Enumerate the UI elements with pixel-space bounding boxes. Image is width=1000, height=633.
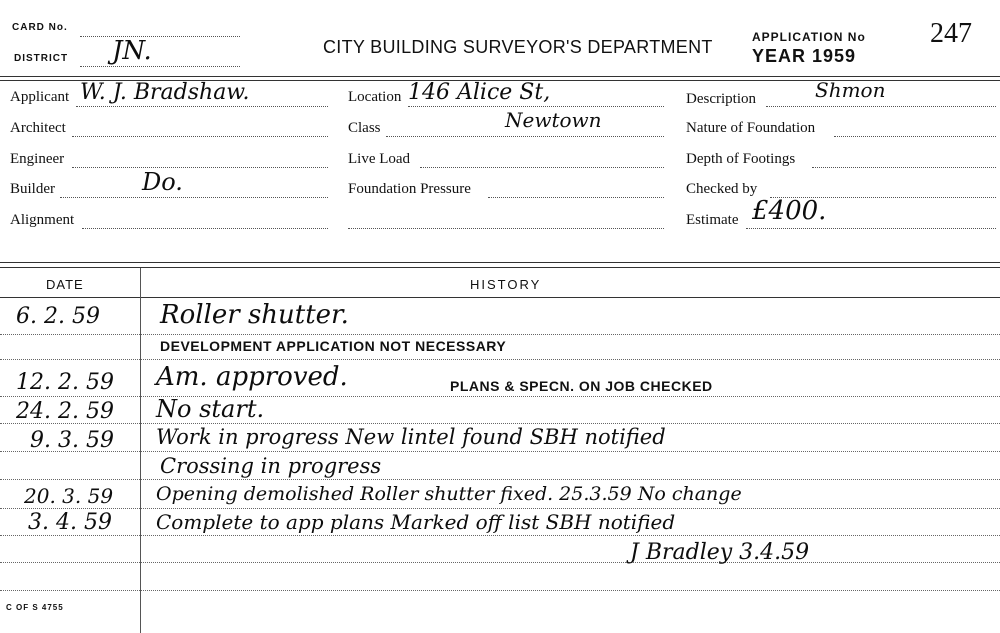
applicant-label: Applicant: [10, 89, 70, 105]
location-label: Location: [348, 89, 402, 105]
live-load-line: [420, 167, 664, 168]
ruled-line: [0, 508, 1000, 509]
class-line: [386, 136, 664, 137]
history-date: 24. 2. 59: [16, 399, 114, 424]
district-line: [80, 66, 240, 67]
foundation-pressure-label: Foundation Pressure: [348, 181, 471, 197]
depth-of-footings-line: [812, 167, 996, 168]
location-value-line2: Newtown: [505, 108, 602, 132]
ruled-line: [0, 535, 1000, 536]
nature-of-foundation-line: [834, 136, 996, 137]
live-load-label: Live Load: [348, 151, 411, 167]
card-no-line: [80, 36, 240, 37]
top-rule: [0, 76, 1000, 77]
builder-line: [60, 197, 328, 198]
date-column-header: DATE: [46, 277, 84, 292]
location-value: 146 Alice St,: [408, 80, 551, 105]
ruled-line: [0, 334, 1000, 335]
description-line: [766, 106, 996, 107]
history-entry: Complete to app plans Marked off list SBH notified: [156, 510, 676, 534]
applicant-line: [76, 106, 328, 107]
history-header-rule: [0, 297, 1000, 298]
ruled-line: [0, 590, 1000, 591]
application-number: 247: [930, 18, 972, 49]
history-entry: Roller shutter.: [160, 300, 349, 330]
history-column-header: HISTORY: [470, 277, 542, 292]
applicant-value: W. J. Bradshaw.: [80, 80, 250, 105]
form-code: C OF S 4755: [6, 603, 64, 612]
fields-bottom-rule: [0, 262, 1000, 263]
estimate-value: £400.: [752, 196, 827, 226]
history-date: 9. 3. 59: [30, 428, 114, 453]
history-stamp: PLANS & SPECN. ON JOB CHECKED: [450, 378, 713, 394]
description-value: Shmon: [815, 78, 886, 102]
district-label: DISTRICT: [14, 53, 69, 64]
estimate-label: Estimate: [686, 212, 739, 228]
history-date: 3. 4. 59: [28, 510, 112, 535]
department-title: CITY BUILDING SURVEYOR'S DEPARTMENT: [323, 37, 713, 57]
history-stamp: DEVELOPMENT APPLICATION NOT NECESSARY: [160, 338, 507, 354]
alignment-line: [82, 228, 328, 229]
history-entry: Crossing in progress: [160, 454, 382, 478]
checked-by-label: Checked by: [686, 181, 758, 197]
engineer-label: Engineer: [10, 151, 65, 167]
history-date: 20. 3. 59: [24, 484, 114, 508]
ruled-line: [0, 451, 1000, 452]
history-entry: Opening demolished Roller shutter fixed. 25.3.59 No change: [156, 483, 742, 505]
ruled-line: [0, 396, 1000, 397]
ruled-line: [0, 562, 1000, 563]
location-line: [408, 106, 664, 107]
ruled-line: [0, 359, 1000, 360]
description-label: Description: [686, 91, 756, 107]
signature: J Bradley 3.4.59: [630, 540, 810, 565]
foundation-pressure-line: [488, 197, 664, 198]
card-no-label: CARD No.: [12, 22, 68, 33]
application-label: APPLICATION No: [752, 30, 866, 44]
architect-label: Architect: [10, 120, 66, 136]
builder-value: Do.: [142, 168, 183, 196]
architect-line: [72, 136, 328, 137]
district-value: JN.: [112, 36, 152, 66]
builder-label: Builder: [10, 181, 55, 197]
alignment-label: Alignment: [10, 212, 75, 228]
engineer-line: [72, 167, 328, 168]
class-label: Class: [348, 120, 381, 136]
history-entry: No start.: [156, 395, 265, 423]
ruled-line: [0, 423, 1000, 424]
column2-blank-line: [348, 228, 664, 229]
history-entry: Work in progress New lintel found SBH notified: [156, 425, 666, 449]
nature-of-foundation-label: Nature of Foundation: [686, 120, 816, 136]
history-date: 6. 2. 59: [16, 304, 100, 329]
history-date: 12. 2. 59: [16, 370, 114, 395]
estimate-line: [746, 228, 996, 229]
history-entry: Am. approved.: [156, 362, 348, 392]
fields-bottom-rule-2: [0, 267, 1000, 268]
depth-of-footings-label: Depth of Footings: [686, 151, 796, 167]
year-label: YEAR 1959: [752, 46, 857, 66]
ruled-line: [0, 479, 1000, 480]
